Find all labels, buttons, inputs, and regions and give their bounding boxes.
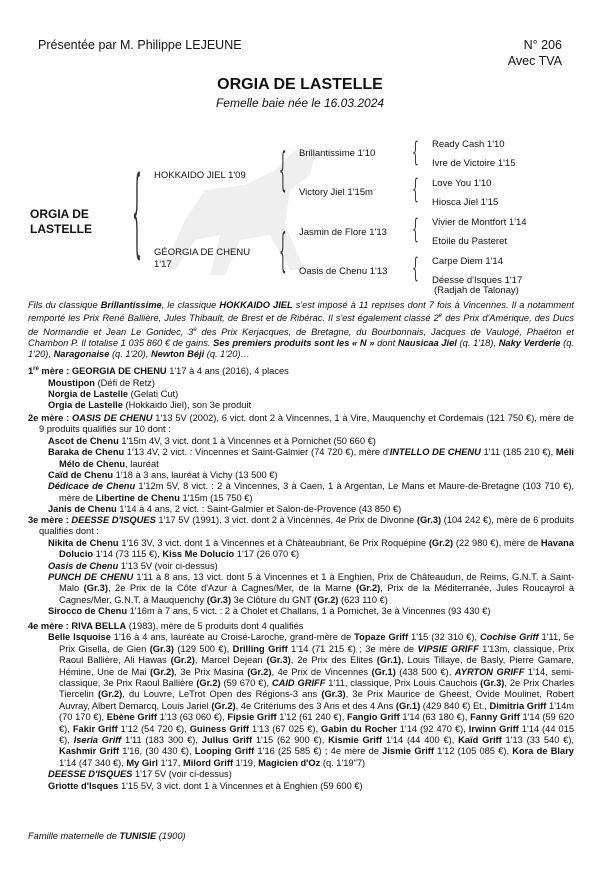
pedigree-dam-dam: Oasis de Chenu 1'13 <box>299 266 388 277</box>
paragraph-horse: (Gr.1) <box>371 666 396 677</box>
pedigree-sire: HOKKAIDO JIEL 1'09 <box>154 170 246 181</box>
paragraph-horse: My Girl <box>126 757 158 768</box>
pedigree-ggp-8: Déesse d'Isques 1'17 <box>432 275 523 286</box>
pedigree-ggp-4: Hiosca Jiel 1'15 <box>432 197 499 208</box>
paragraph-horse: Ebène Griff <box>106 712 157 723</box>
paragraph-text: 1'14 (44 015 €), <box>59 723 574 746</box>
pedigree-ggp-3: Love You 1'10 <box>432 178 492 189</box>
paragraph-text: (129 500 €), <box>173 643 233 654</box>
paragraph-horse: (Gr.2) <box>170 655 195 666</box>
first-dam-label: 1re mère : <box>28 366 72 377</box>
second-dam-details: 1'13 5V (2002), 6 vict. dont 2 à Vincennes, 1 à Vire, Mauquenchy et Cordemais (121 750 €), mère de 9 produits qualifiés sur 10 dont : <box>39 413 574 435</box>
paragraph-text: , 2e Prix Charles Tiercelin <box>59 678 574 700</box>
paragraph-text: , 4e Critériums des 3 Ans et des 4 Ans <box>235 700 396 711</box>
paragraph-text: , du Louvre, LeTrot Open des Régions-3 ans <box>122 689 322 700</box>
paragraph-horse: Fanny Griff <box>470 712 520 723</box>
paragraph-horse: (Gr.3) <box>321 689 346 700</box>
paragraph-text: 1'14, semi-classique, 3e Prix Raoul Ballière <box>59 666 574 689</box>
intro-horse: Nausicaa Jiel <box>397 337 457 348</box>
paragraph-text: 1'14 (44 400 €), <box>382 735 459 746</box>
paragraph-horse: Topaze Griff <box>354 632 409 643</box>
paragraph-horse: (Gr.2) <box>247 666 272 677</box>
intro-text: dont <box>374 337 398 348</box>
paragraph-text: (59 670 €), <box>220 678 272 689</box>
paragraph-text: 1'14 (92 470 €), <box>396 723 469 734</box>
produce-line: Moustipon (Défi de Retz) <box>48 377 155 388</box>
produce-line: Sirocco de Chenu 1'16m à 7 ans, 5 vict. : 2 à Cholet et Challans, 1 à Pornichet, 3e à Vincennes (93 430 €) <box>48 606 491 617</box>
paragraph-text: 1'12 (105 085 €), <box>433 746 513 757</box>
paragraph-text: 1'19, <box>233 757 259 768</box>
second-dam-section <box>28 413 574 516</box>
horse-description: Femelle baie née le 16.03.2024 <box>215 96 385 110</box>
paragraph-text: 1'14 (71 215 €) ; 3e mère de <box>287 643 418 654</box>
pedigree-dam-sire: Jasmin de Flore 1'13 <box>299 227 387 238</box>
paragraph-horse: (Gr.3) <box>480 678 505 689</box>
paragraph-horse: (Gr.3) <box>266 655 291 666</box>
paragraph-text: 1'14 (63 180 €), <box>399 712 471 723</box>
subject-name-line2: LASTELLE <box>30 222 92 236</box>
intro-sup: e <box>438 313 443 320</box>
pedigree-ggp-2: Ivre de Victoire 1'15 <box>432 158 516 169</box>
paragraph-horse: Cochise Griff <box>479 632 539 643</box>
paragraph-text: (q. 1'19"7) <box>320 757 366 768</box>
pedigree-ggp-1: Ready Cash 1'10 <box>432 139 505 150</box>
intro-horse: Naky Verderie <box>498 337 561 348</box>
intro-text: (q. 1'20), <box>109 349 151 359</box>
first-dam-section <box>28 364 574 412</box>
brace-icon: { <box>412 253 419 285</box>
maternal-family <box>28 831 186 841</box>
produce-line: DEESSE D'ISQUES 1'17 5V (voir ci-dessus) <box>48 769 232 780</box>
produce-line: Ascot de Chenu 1'15m 4V, 3 vict. dont 1 à Vincennes et à Pornichet (50 660 €) <box>48 435 376 446</box>
paragraph-horse: Magicien d'Oz <box>258 757 321 768</box>
pedigree-subject <box>30 207 92 237</box>
pedigree-sire-dam: Victory Jiel 1'15m <box>299 187 373 198</box>
paragraph-text: , Louis Tillaye, de Basly, Pierre Gamare, Hémine, Une de Mai <box>59 655 574 677</box>
paragraph-horse: Drilling Griff <box>232 643 288 654</box>
produce-line: Orgia de Lastelle (Hokkaido Jiel), son 3e produit <box>48 400 252 411</box>
brace-icon: { <box>412 214 419 246</box>
paragraph-horse: Fipsie Griff <box>227 712 277 723</box>
paragraph-text: 1'13 (67 025 €), <box>249 723 322 734</box>
produce-line: Janis de Chenu 1'14 à 4 ans, 2 vict. : Saint-Galmier et Salon-de-Provence (43 850 €) <box>48 504 402 515</box>
produce-line: Caïd de Chenu 1'18 à 3 ans, lauréat à Vichy (13 500 €) <box>48 470 278 481</box>
paragraph-text: 1'11 (183 300 €), <box>121 735 202 746</box>
brace-icon: { <box>279 222 287 278</box>
pedigree-dam-name: GÉORGIA DE CHENU <box>154 247 251 258</box>
paragraph-horse: (Gr.2) <box>97 689 123 700</box>
paragraph-horse: Kismie Griff <box>328 735 383 746</box>
paragraph-horse: (Gr.2) <box>150 666 175 677</box>
intro-text: , le classique <box>161 300 220 310</box>
paragraph-text: 1'14 (59 620 €), <box>59 712 575 734</box>
intro-sup: e <box>193 326 197 333</box>
produce-line: Norgia de Lastelle (Gelati Cut) <box>48 388 179 399</box>
intro-text: s'est imposé à 11 reprises dont 7 fois à Vincennes. Il a notamment remporté les Prix René Ballière, Jules Thibault, de Brest et de Ribérac. Il s'est également classé 2 <box>28 300 574 324</box>
paragraph-horse: Fakir Griff <box>72 723 118 734</box>
produce-line: Baraka de Chenu 1'13 4V, 2 vict. : Vincennes et Saint-Galmier (74 720 €), mère d'INTELLO DE CHENU 1'11 (185 210 €), Méli Mélo de Chenu, lauréat <box>48 447 574 469</box>
sire-intro-paragraph <box>28 300 574 360</box>
paragraph-text: 1'13 (63 060 €), <box>156 712 228 723</box>
third-dam-name: DEESSE D'ISQUES <box>71 515 156 525</box>
fourth-dam-section <box>28 621 574 792</box>
paragraph-horse: Fangio Griff <box>346 712 400 723</box>
presenter: Présentée par M. Philippe LEJEUNE <box>38 38 242 52</box>
paragraph-text: (438 500 €), <box>395 666 455 677</box>
paragraph-text: , 4e Prix de Vincennes <box>271 666 372 677</box>
intro-horse: Naragonaise <box>53 349 110 359</box>
paragraph-horse: CAID GRIFF <box>271 678 326 689</box>
paragraph-horse: Dimitria Griff <box>489 700 547 711</box>
first-dam-name: GEORGIA DE CHENU <box>71 366 167 377</box>
paragraph-horse: (Gr.1) <box>376 655 402 666</box>
paragraph-text: , Marcel Dejean <box>194 655 267 666</box>
intro-text: (q. 1'20), <box>28 337 574 359</box>
first-dam-details: 1'17 à 4 ans (2016), 4 places <box>166 366 289 377</box>
paragraph-horse: (Gr.2) <box>211 700 236 711</box>
paragraph-horse: AYRTON GRIFF <box>454 666 525 677</box>
brace-icon: { <box>279 141 287 197</box>
produce-line: Nikita de Chenu 1'16 3V, 3 vict. dont 1 à Vincennes et à Châteaubriant, 6e Prix Roquépine (Gr.2) (22 980 €), mère de Havana Dolucio 1'14 (73 115 €), Kiss Me Dolucio 1'17 (26 070 €) <box>48 537 574 560</box>
paragraph-text: , 3e Prix Maurice de Gheest, Ovide Moulinet, Robert Auvray, Albert Demarcq, Louis Jariel <box>59 689 574 711</box>
paragraph-horse: Irwinn Griff <box>468 723 519 734</box>
paragraph-text: 1'16 (25 585 €) ; 4e mère de <box>254 746 383 757</box>
second-dam-label: 2e mère : <box>28 413 73 423</box>
famille-name: TUNISIE <box>119 831 157 841</box>
paragraph-horse: VIPSIE GRIFF <box>417 643 479 654</box>
intro-horse: Newton Béji <box>150 349 205 359</box>
second-dam-name: OASIS DE CHENU <box>72 413 153 423</box>
fourth-dam-name: RIVA BELLA <box>71 621 127 631</box>
horse-title: ORGIA DE LASTELLE <box>217 76 383 93</box>
pedigree-ggp-note: (Radjah de Talonay) <box>434 285 519 296</box>
paragraph-text: 1'11, classique, Prix Louis Cauchois <box>325 678 481 689</box>
paragraph-text: 1'13m, classique, Prix Raoul Ballière, Ali Hawas <box>59 643 574 666</box>
pedigree-dam <box>154 247 250 271</box>
produce-line: PUNCH DE CHENU 1'11 à 8 ans, 13 vict. dont 5 à Vincennes et 1 à Enghien, Prix de Châteaudun, de Reims, G.N.T. à Saint-Malo (Gr.3), 2e Prix de la Côte d'Azur à Cagnes/Mer, de la Marne (Gr.2), Prix de la Méditerranée, Jules Roucayrol à Cagnes/Mer, G.N.T. à Mauquenchy (Gr.3) 3e Clôture du GNT (Gr.2) (623 110 €) <box>48 572 575 605</box>
intro-horse: HOKKAIDO JIEL <box>219 300 293 310</box>
paragraph-horse: Guiness Griff <box>189 723 250 734</box>
lot-number: N° 206 <box>523 38 562 52</box>
paragraph-horse: Jismie Griff <box>382 746 434 757</box>
intro-text: (q. 1'20)… <box>204 349 250 359</box>
paragraph-text: 1'16 à 4 ans, lauréate au Croisé-Laroche, grand-mère de <box>110 632 355 643</box>
paragraph-horse: Belle Isquoise <box>48 632 111 643</box>
third-dam-section: 3e mère : DEESSE D'ISQUES 1'17 5V (1991), 3 vict. dont 2 à Vincennes, 4e Prix de Divonne (Gr.3) (104 242 €), mère de 6 produits qualifiés dont : Nikita de Chenu 1'16 3V, 3 vict. dont 1 à Vincennes et à Châteaubriant, 6e Prix Roquépine (Gr.2) (22 980 €), mère de Havana Dolucio 1'14 (73 115 €), Kiss Me Dolucio 1'17 (26 070 €) Oasis de Chenu 1'13 5V (voir ci-dessus) PUNCH DE CHENU 1'11 à 8 ans, 13 vict. dont 5 à Vincennes et 1 à Enghien, Prix de Châteaudun, de Reims, G.N.T. à Saint-Malo (Gr.3), 2e Prix de la Côte d'Azur à Cagnes/Mer, de la Marne (Gr.2), Prix de la Méditerranée, Jules Roucayrol à Cagnes/Mer, G.N.T. à Mauquenchy (Gr.3) 3e Clôture du GNT (Gr.2) (623 110 €) Sirocco de Chenu 1'16m à 7 ans, 5 vict. : 2 à Cholet et Challans, 1 à Pornichet, 3e à Vincennes (93 430 €) <box>28 515 575 617</box>
paragraph-text: 1'14m (70 170 €), <box>59 700 574 723</box>
pedigree-dam-time: 1'17 <box>154 259 172 270</box>
intro-text: des Prix Kerjacques, de Bretagne, du Bourbonnais, Jacques de Vaulogé, Phaéton et Chambon P. Il totalise 1 035 860 € de gains. <box>28 326 575 348</box>
paragraph-text: 1'14 (47 340 €), <box>59 757 127 768</box>
fourth-dam-details: (1983), mère de 5 produits dont 4 qualifiés <box>126 621 304 631</box>
paragraph-text: 1'16, (30 430 €), <box>119 746 195 757</box>
belle-isquoise-paragraph <box>28 632 574 769</box>
paragraph-text: (429 840 €) Et., <box>420 700 490 711</box>
pedigree-ggp-5: Vivier de Montfort 1'14 <box>432 217 527 228</box>
intro-horse: Brillantissime <box>100 300 162 310</box>
intro-text: (q. 1'18), <box>456 337 499 348</box>
intro-text: Fils du classique <box>28 300 101 310</box>
paragraph-horse: (Gr.1) <box>395 700 421 711</box>
paragraph-horse: Iseria Griff <box>73 735 122 746</box>
paragraph-text: 1'11, 5e Prix Gisella, de Gien <box>59 632 574 654</box>
pedigree-sire-sire: Brillantissime 1'10 <box>299 148 376 159</box>
paragraph-text: 1'13 (33 540 €), <box>501 735 575 746</box>
paragraph-text: 1'12 (61 240 €), <box>276 712 347 723</box>
paragraph-text: 1'12 (54 720 €), <box>117 723 190 734</box>
paragraph-text: 1'15 (62 900 €), <box>252 735 329 746</box>
paragraph-horse: (Gr.2) <box>196 678 221 689</box>
paragraph-horse: Looping Griff <box>194 746 255 757</box>
subject-name-line1: ORGIA DE <box>30 207 89 221</box>
paragraph-text: , 2e Prix des Elites <box>290 655 377 666</box>
famille-text: Famille maternelle de <box>28 831 120 841</box>
pedigree-ggp-7: Carpe Diem 1'14 <box>432 256 503 267</box>
produce-line: Griotte d'Isques 1'15 5V, 3 vict. dont 1 à Vincennes et à Enghien (59 600 €) <box>48 780 363 791</box>
fourth-dam-label: 4e mère : <box>28 621 72 631</box>
pedigree-ggp-6: Etoile du Pasteret <box>432 236 507 247</box>
vat-label: Avec TVA <box>507 54 562 68</box>
paragraph-horse: (Gr.3) <box>149 643 174 654</box>
paragraph-horse: Milord Griff <box>182 757 234 768</box>
brace-icon: { <box>412 137 419 169</box>
intro-text: des Prix d'Amérique, des Ducs de Normandie et Jean Le Gonidec, 3 <box>28 313 575 337</box>
third-dam-label: 3e mère : <box>28 515 72 525</box>
paragraph-horse: Kashmir Griff <box>59 746 120 757</box>
paragraph-horse: Kaïd Griff <box>458 735 502 746</box>
intro-offspring-label: Ses premiers produits sont les « N » <box>213 337 375 348</box>
paragraph-horse: Kora de Blary <box>512 746 574 757</box>
brace-icon: { <box>412 174 419 206</box>
famille-year: (1900) <box>156 831 186 841</box>
brace-icon: { <box>132 161 142 272</box>
paragraph-horse: Jullus Griff <box>201 735 253 746</box>
paragraph-text: 1'15 (32 310 €), <box>408 632 480 643</box>
produce-line: Oasis de Chenu 1'13 5V (voir ci-dessus) <box>48 560 218 571</box>
paragraph-horse: Gabin du Rocher <box>321 723 397 734</box>
produce-line: Dédicace de Chenu 1'12m 5V, 8 vict. : 2 à Vincennes, 3 à Caen, 1 à Argentan, Le Mans et Maure-de-Bretagne (103 710 €), mère de Libertine de Chenu 1'15m (15 750 €) <box>48 481 574 503</box>
paragraph-text: , 3e Prix Masina <box>174 666 248 677</box>
paragraph-text: 1'17, <box>157 757 183 768</box>
